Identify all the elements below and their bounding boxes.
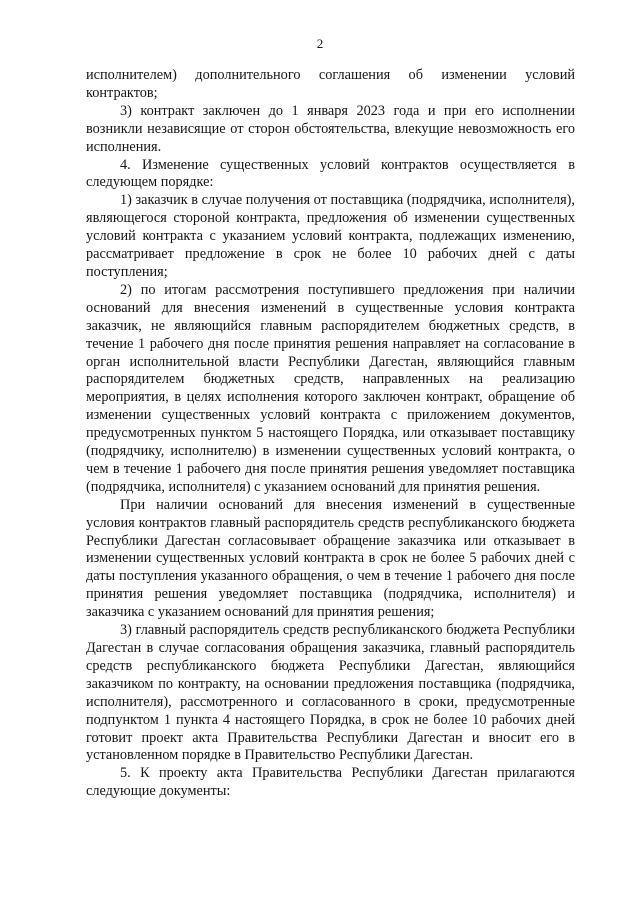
paragraph-subitem-3-chief-administrator: 3) главный распорядитель средств республиканского бюджета Республики Дагестан в случае согласования обращения заказчика, главный распорядитель средств республиканского бюджета Республики Дагестан, являющийся заказчиком по контракту, на основании предложения поставщика (подрядчика, исполнителя), рассмотренного и согласованного в сроки, предусмотренные подпунктом 1 пункта 4 настоящего Порядка, в срок не более 10 рабочих дней готовит проект акта Правительства Республики Дагестан и вносит его в установленном порядке в Правительство Республики Дагестан. <box>86 622 575 764</box>
paragraph-approval-conditions: При наличии оснований для внесения изменений в существенные условия контрактов главный распорядитель средств республиканского бюджета Республики Дагестан согласовывает обращение заказчика или отказывает в изменении существенных условий контракта в срок не более 5 рабочих дней с даты поступления указанного обращения, о чем в течение 1 рабочего дня после принятия решения уведомляет поставщика (подрядчика, исполнителя) и заказчика с указанием оснований для принятия решения; <box>86 496 575 621</box>
paragraph-continuation: исполнителем) дополнительного соглашения об изменении условий контрактов; <box>86 67 575 101</box>
paragraph-subitem-1: 1) заказчик в случае получения от поставщика (подрядчика, исполнителя), являющегося стороной контракта, предложения об изменении существенных условий контракта с указанием условий контракта, подлежащих изменению, рассматривает предложение в срок не более 10 рабочих дней с даты поступления; <box>86 192 575 280</box>
document-body <box>86 67 575 801</box>
paragraph-subitem-2: 2) по итогам рассмотрения поступившего предложения при наличии оснований для внесения изменений в существенные условия контракта заказчик, не являющийся главным распорядителем бюджетных средств, в течение 1 рабочего дня после принятия решения направляет на согласование в орган исполнительной власти Республики Дагестан, являющийся главным распорядителем бюджетных средств, направленных на реализацию мероприятия, в целях исполнения которого заключен контракт, обращение об изменении существенных условий контракта с приложением документов, предусмотренных пунктом 5 настоящего Порядка, или отказывает поставщику (подрядчику, исполнителю) в изменении существенных условий контракта, о чем в течение 1 рабочего дня после принятия решения уведомляет поставщика (подрядчика, исполнителя) с указанием оснований для принятия решения. <box>86 281 575 495</box>
paragraph-item-4: 4. Изменение существенных условий контрактов осуществляется в следующем порядке: <box>86 156 575 191</box>
paragraph-item-5: 5. К проекту акта Правительства Республики Дагестан прилагаются следующие документы: <box>86 765 575 800</box>
paragraph-subitem-3-contract-date: 3) контракт заключен до 1 января 2023 года и при его исполнении возникли независящие от сторон обстоятельства, влекущие невозможность его исполнения. <box>86 102 575 155</box>
page-number: 2 <box>316 36 324 51</box>
